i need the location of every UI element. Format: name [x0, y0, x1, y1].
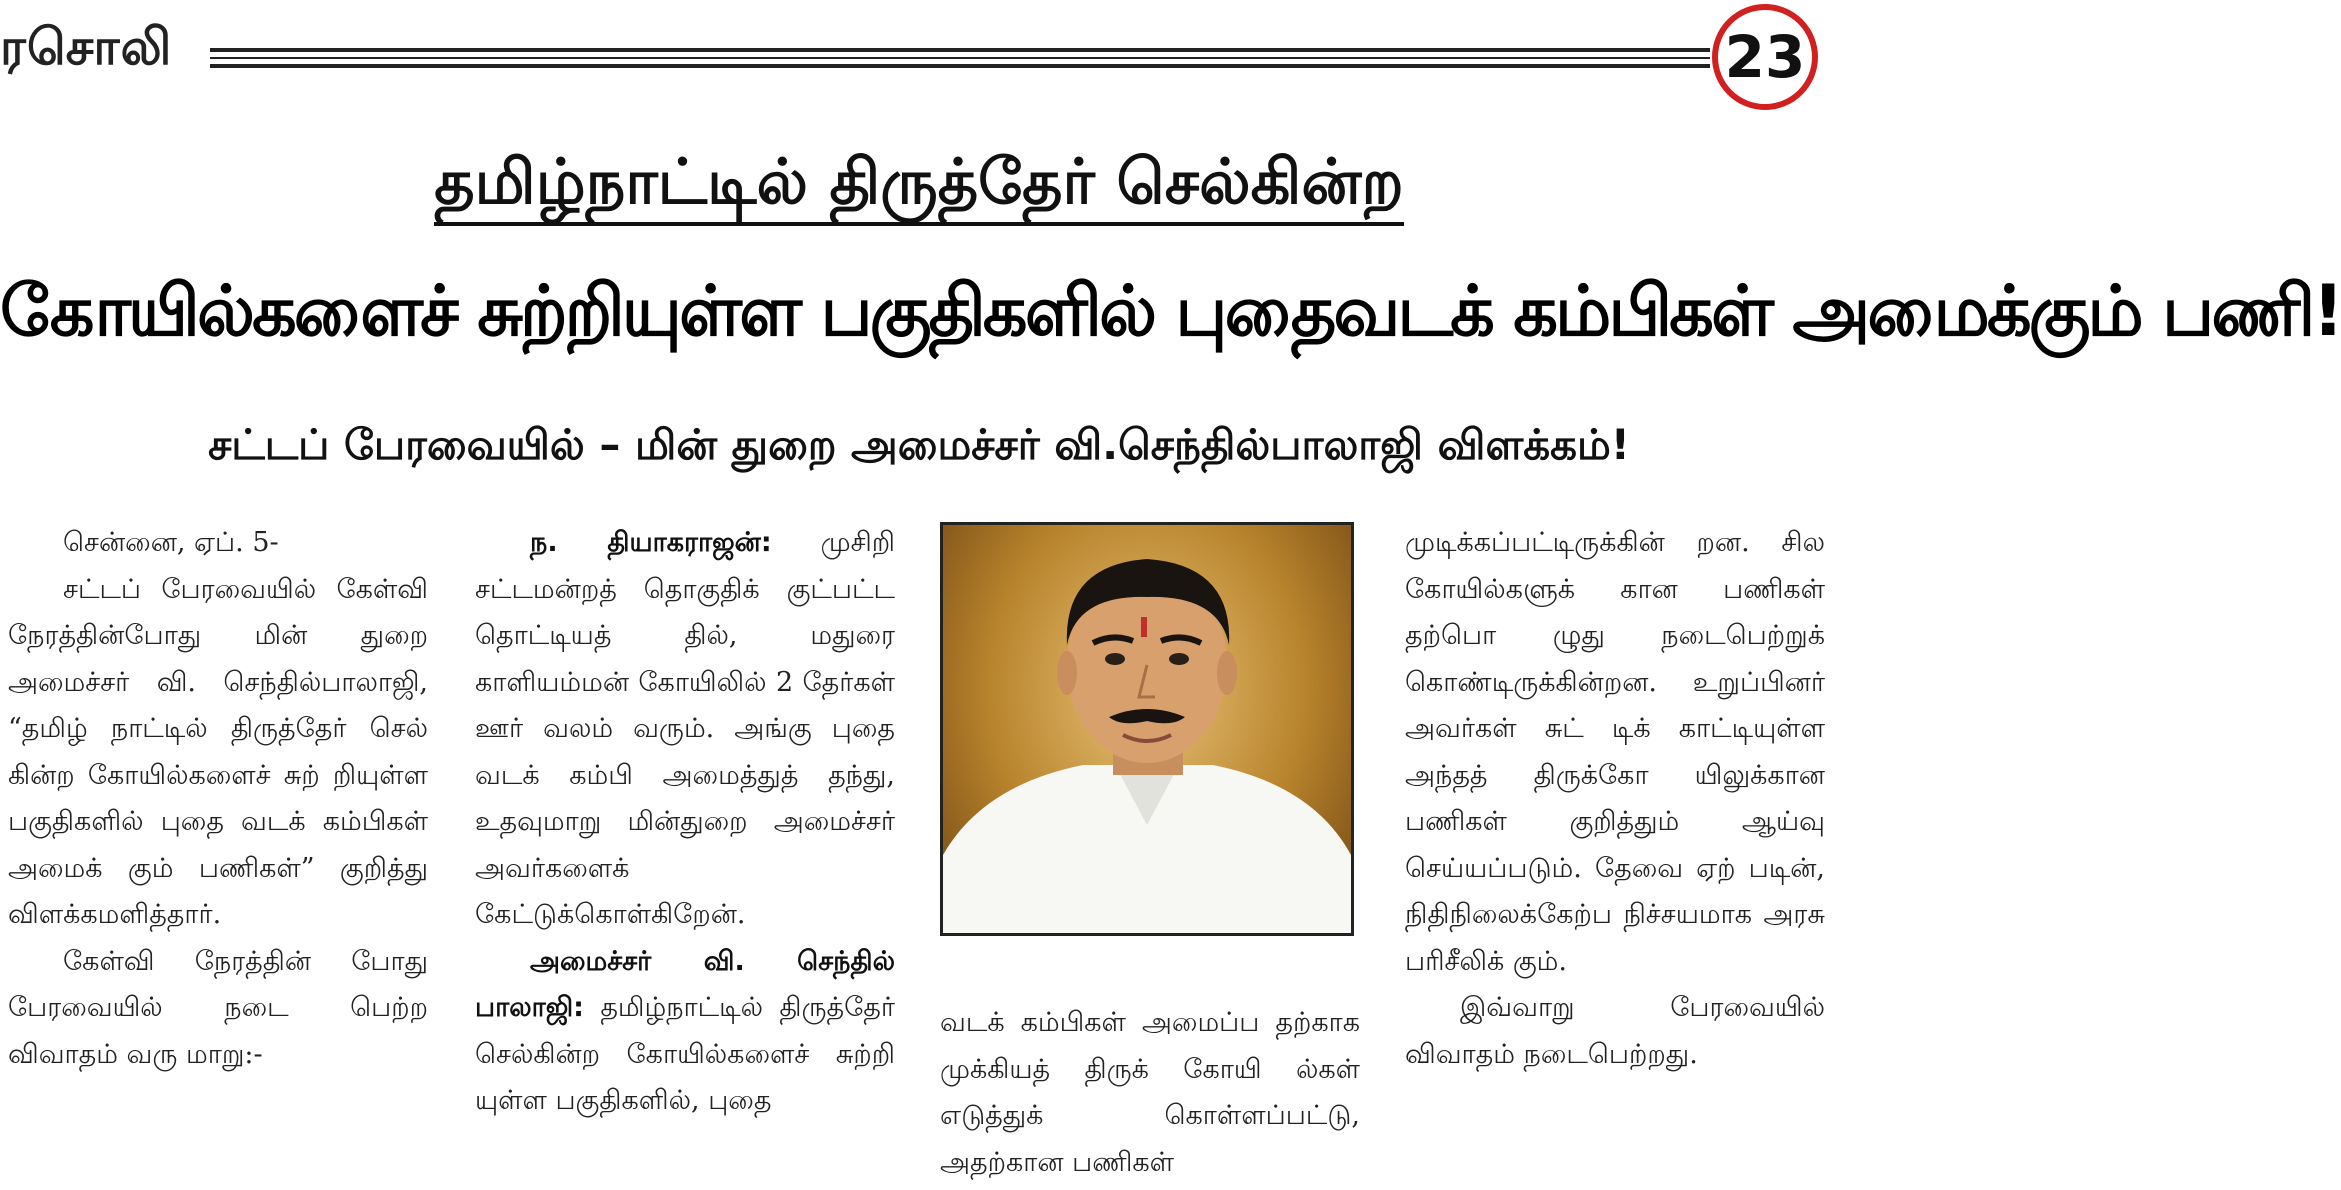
headline-line-1-text: தமிழ்நாட்டில் திருத்தேர் செல்கின்ற	[434, 145, 1403, 226]
portrait-photo	[940, 522, 1354, 936]
speech-text: தமிழ்நாட்டில் திருத்தேர் செல்கின்ற கோயில்களைச் சுற்றி யுள்ள பகுதிகளில், புதை	[475, 992, 895, 1116]
portrait-image	[943, 525, 1351, 933]
headline-line-1	[0, 145, 1838, 227]
speech-text: முசிறி சட்டமன்றத் தொகுதிக் குட்பட்ட தொட்டியத் தில், மதுரை காளியம்மன் கோயிலில் 2 தேர்கள் ஊர் வலம் வரும். அங்கு புதை வடக் கம்பி அமைத்துத் தந்து, உதவுமாறு மின்துறை அமைச்சர் அவர்களைக் கேட்டுக்கொள்கிறேன்.	[475, 527, 895, 930]
article-column-2	[475, 520, 895, 1125]
paragraph: சட்டப் பேரவையில் கேள்வி நேரத்தின்போது மின் துறை அமைச்சர் வி. செந்தில்பாலாஜி, “தமிழ் நாட்டில் திருத்தேர் செல் கின்ற கோயில்களைச் சுற் றியுள்ள பகுதிகளில் புதை வடக் கம்பிகள் அமைக் கும் பணிகள்” குறித்து விளக்கமளித்தார்.	[8, 573, 428, 930]
masthead-rule	[210, 48, 1710, 68]
article-column-3	[940, 1000, 1360, 1186]
speaker-name: அமைச்சர் வி. செந்தில் பாலாஜி:	[475, 945, 895, 1023]
speaker-name: ந. தியாகராஜன்:	[530, 527, 772, 558]
subheadline: சட்டப் பேரவையில் – மின் துறை அமைச்சர் வி.செந்தில்பாலாஜி விளக்கம்!	[208, 420, 1630, 469]
article-column-4	[1405, 520, 1825, 1078]
masthead	[0, 0, 1838, 120]
page-number: 23	[1724, 23, 1806, 91]
paragraph	[475, 939, 895, 1125]
paragraph	[475, 520, 895, 939]
paragraph: கேள்வி நேரத்தின் போது பேரவையில் நடை பெற்ற விவாதம் வரு மாறு:-	[8, 945, 428, 1070]
paragraph: இவ்வாறு பேரவையில் விவாதம் நடைபெற்றது.	[1405, 992, 1825, 1070]
headline-line-2: கோயில்களைச் சுற்றியுள்ள பகுதிகளில் புதைவடக் கம்பிகள் அமைக்கும் பணி!	[0, 270, 2341, 352]
dateline: சென்னை, ஏப். 5-	[63, 527, 279, 558]
article-column-1	[8, 520, 428, 1078]
page-number-badge	[1712, 4, 1818, 110]
paragraph: வடக் கம்பிகள் அமைப்ப தற்காக முக்கியத் திருக் கோயி ல்கள் எடுத்துக் கொள்ளப்பட்டு, அதற்கான பணிகள்	[940, 1007, 1360, 1178]
newspaper-name: ரசொலி	[0, 18, 173, 76]
paragraph: முடிக்கப்பட்டிருக்கின் றன. சில கோயில்களுக் கான பணிகள் தற்பொ ழுது நடைபெற்றுக் கொண்டிருக்கின்றன. உறுப்பினர் அவர்கள் சுட் டிக் காட்டியுள்ள அந்தத் திருக்கோ யிலுக்கான பணிகள் குறித்தும் ஆய்வு செய்யப்படும். தேவை ஏற் படின், நிதிநிலைக்கேற்ப நிச்சயமாக அரசு பரிசீலிக் கும்.	[1405, 527, 1825, 977]
